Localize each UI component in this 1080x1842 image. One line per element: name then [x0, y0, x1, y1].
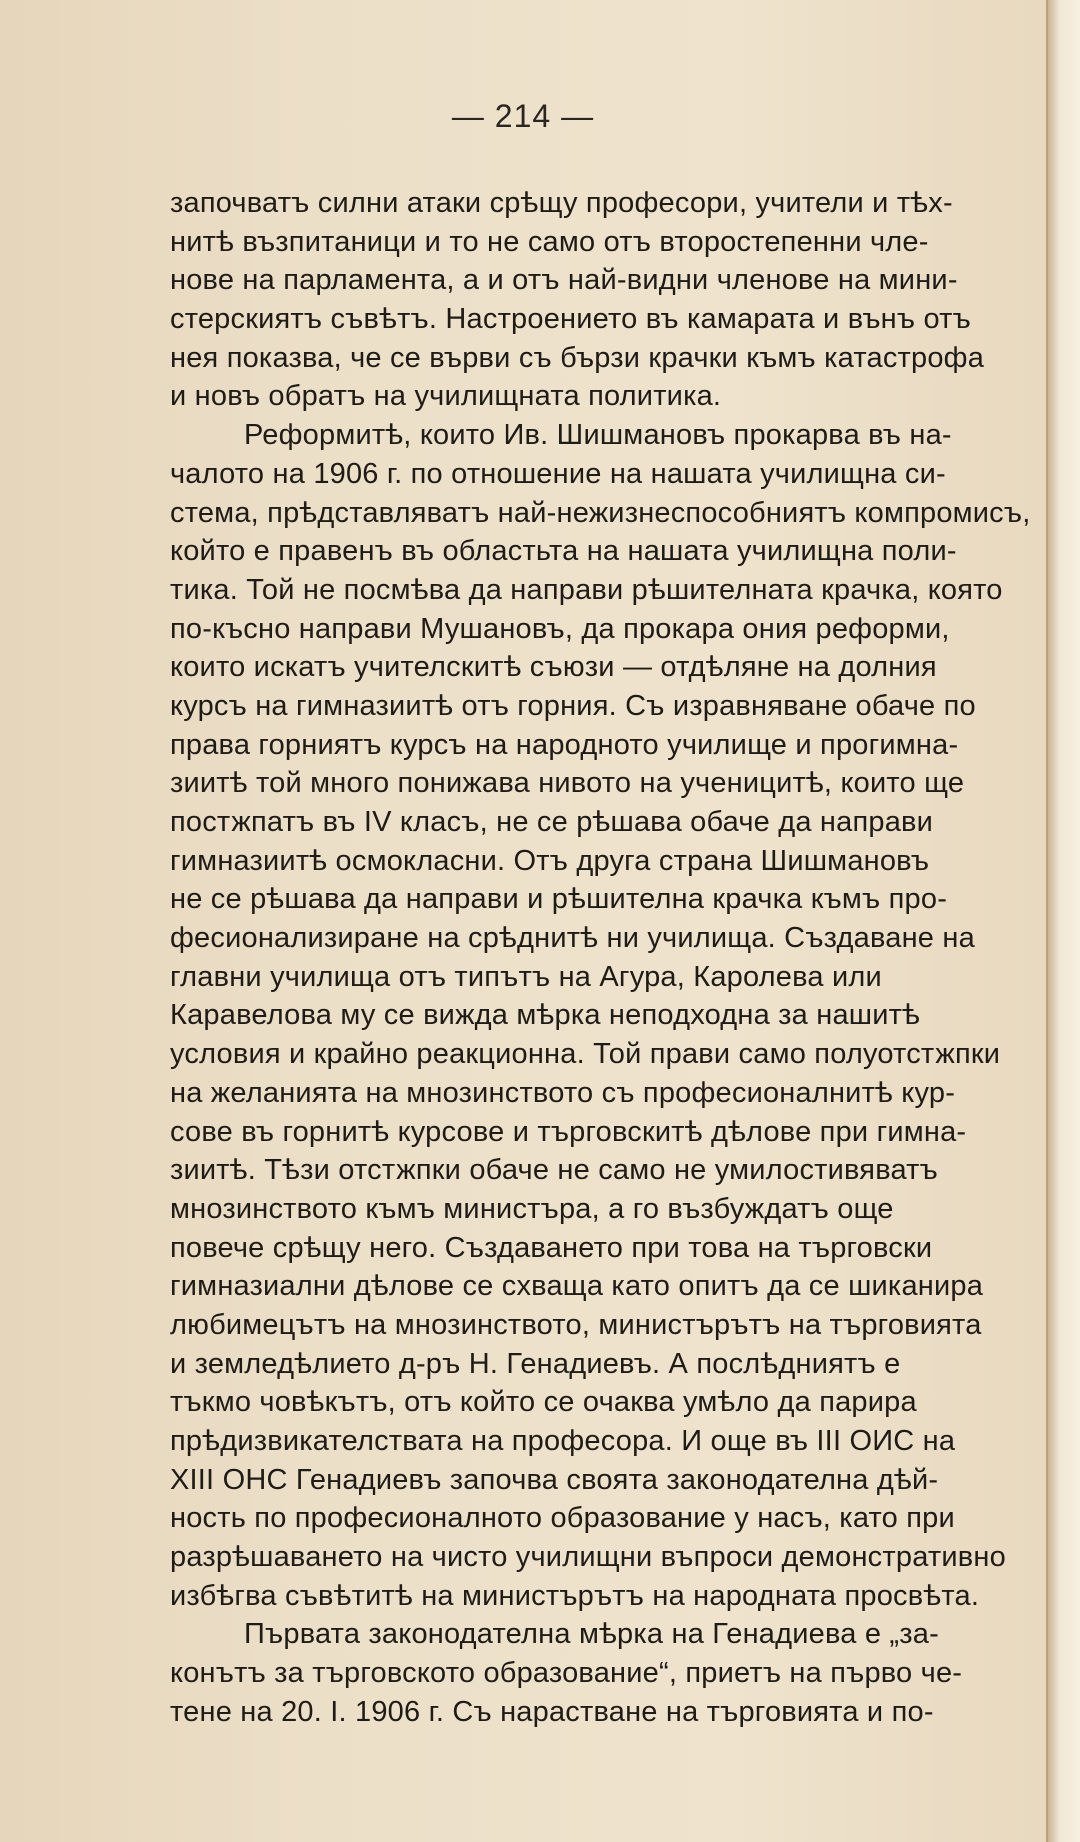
text-line: XIII ОНС Генадиевъ започва своята законодателна дѣй-	[170, 1463, 939, 1496]
text-line: стема, прѣдставляватъ най-нежизнеспособниятъ компромисъ,	[170, 496, 1031, 529]
text-line: курсъ на гимназиитѣ отъ горния. Съ изравняване обаче по	[170, 689, 976, 722]
text-line: прѣдизвикателствата на професора. И още въ III ОИС на	[170, 1425, 956, 1457]
text-line: които искатъ учителскитѣ съюзи — отдѣляне на долния	[170, 651, 937, 684]
text-line: зиитѣ той много понижава нивото на ученицитѣ, които ще	[170, 767, 965, 800]
paragraph-start-line: Реформитѣ, които Ив. Шишмановъ прокарва въ на-	[244, 419, 952, 452]
text-line: условия и крайно реакционна. Той прави само полуотстжпки	[170, 1038, 1001, 1071]
text-line: права горниятъ курсъ на народното училище и прогимна-	[170, 728, 959, 761]
text-line: който е правенъ въ областьта на нашата училищна поли-	[170, 535, 957, 568]
text-line: нове на парламента, а и отъ най-видни членове на мини-	[170, 264, 958, 297]
text-line: нитѣ възпитаници и то не само отъ второстепенни чле-	[170, 225, 929, 258]
text-line: по-късно направи Мушановъ, да прокара ония реформи,	[170, 612, 950, 645]
body-text	[170, 184, 1050, 1732]
paragraph-start-line: Първата законодателна мѣрка на Генадиева е „за-	[244, 1618, 939, 1651]
text-line: нея показва, че се върви съ бързи крачки къмъ катастрофа	[170, 341, 985, 374]
text-line: не се рѣшава да направи и рѣшителна крачка къмъ про-	[170, 883, 948, 916]
text-line: мнозинството къмъ министъра, а го възбуждатъ още	[170, 1192, 894, 1225]
text-line: зиитѣ. Тѣзи отстжпки обаче не само не умилостивяватъ	[170, 1154, 938, 1187]
text-line: на желанията на мнозинството съ професионалнитѣ кур-	[170, 1076, 956, 1109]
text-line: чалото на 1906 г. по отношение на нашата училищна си-	[170, 457, 946, 490]
text-line: фесионализиране на срѣднитѣ ни училища. Създаване на	[170, 922, 975, 955]
text-line: главни училища отъ типътъ на Агура, Каролева или	[170, 960, 882, 993]
text-line: започватъ силни атаки срѣщу професори, учители и тѣх-	[170, 187, 953, 219]
text-line: любимецътъ на мнозинството, министърътъ на търговията	[170, 1308, 982, 1341]
text-line: Каравелова му се вижда мѣрка неподходна за нашитѣ	[170, 999, 921, 1032]
text-line: сове въ горнитѣ курсове и търговскитѣ дѣлове при гимна-	[170, 1115, 967, 1148]
text-line: гимназиални дѣлове се схваща като опитъ да се шиканира	[170, 1270, 984, 1303]
page-number: — 214 —	[451, 98, 595, 134]
text-line: ность по професионалното образование у насъ, като при	[170, 1502, 955, 1535]
text-line: тене на 20. I. 1906 г. Съ нарастване на търговията и по-	[170, 1695, 934, 1728]
text-line: повече срѣщу него. Създаването при това на търговски	[170, 1231, 933, 1264]
text-line: разрѣшаването на чисто училищни въпроси демонстративно	[170, 1541, 1006, 1574]
text-line: конътъ за търговското образование“, приетъ на първо че-	[170, 1657, 963, 1690]
text-line: и земледѣлието д-ръ Н. Генадиевъ. А послѣдниятъ е	[170, 1347, 901, 1380]
text-line: и новъ обратъ на училищната политика.	[170, 380, 722, 413]
text-line: гимназиитѣ осмокласни. Отъ друга страна Шишмановъ	[170, 844, 930, 877]
text-line: постжпатъ въ IV класъ, не се рѣшава обаче да направи	[170, 806, 934, 838]
page-edge	[1046, 0, 1080, 1842]
text-line: стерскиятъ съвѣтъ. Настроението въ камарата и вънъ отъ	[170, 303, 971, 336]
text-line: тика. Той не посмѣва да направи рѣшителната крачка, която	[170, 573, 1003, 606]
text-line: избѣгва съвѣтитѣ на министърътъ на народната просвѣта.	[170, 1579, 980, 1612]
text-line: тъкмо човѣкътъ, отъ който се очаква умѣло да парира	[170, 1386, 917, 1419]
